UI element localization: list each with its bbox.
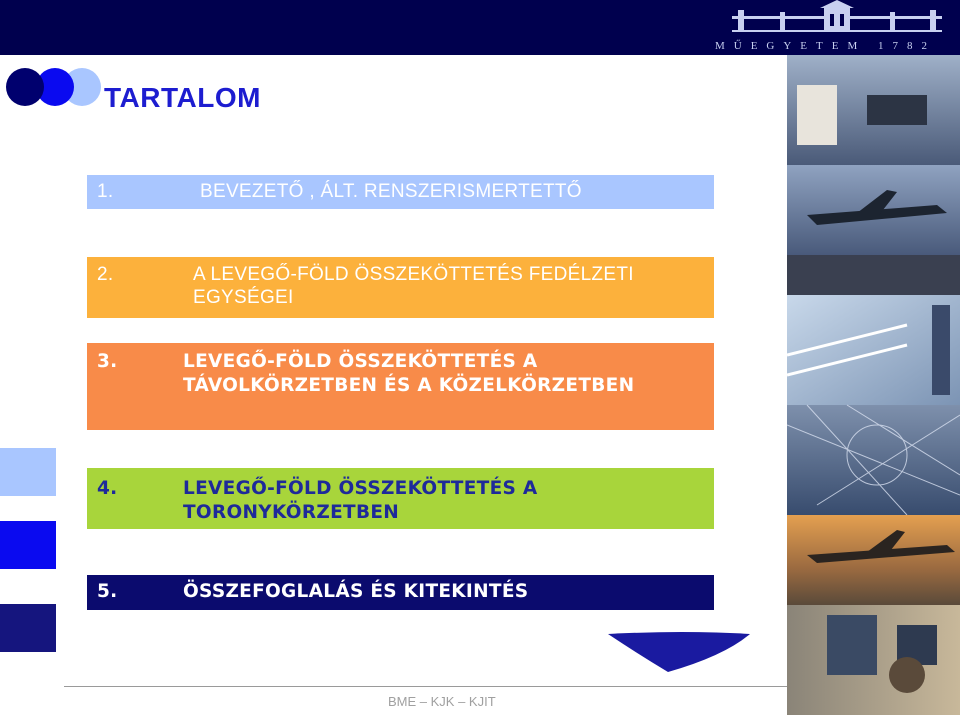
agenda-item-number: 3. <box>97 351 118 372</box>
agenda-item-text: A LEVEGŐ-FÖLD ÖSSZEKÖTTETÉS FEDÉLZETI EGYSÉGEI <box>193 264 634 308</box>
agenda-item-4 <box>87 468 714 529</box>
agenda-item-number: 4. <box>97 478 118 499</box>
agenda-item-5 <box>87 575 714 610</box>
decorative-square <box>0 604 56 652</box>
footer-divider <box>64 686 787 687</box>
aviation-photo-collage <box>787 55 960 715</box>
decorative-square <box>0 521 56 569</box>
agenda-item-text: LEVEGŐ-FÖLD ÖSSZEKÖTTETÉS A TORONYKÖRZETBEN <box>183 478 538 523</box>
decorative-square <box>0 448 56 496</box>
swoosh-shape <box>604 626 754 676</box>
slide-title: TARTALOM <box>104 82 261 113</box>
agenda-item-2 <box>87 257 714 318</box>
agenda-item-text: ÖSSZEFOGLALÁS ÉS KITEKINTÉS <box>183 581 529 602</box>
footer-text: BME – KJK – KJIT <box>388 694 496 709</box>
logo-text: MŰEGYETEM 1782 <box>714 40 936 52</box>
agenda-item-text: BEVEZETŐ , ÁLT. RENSZERISMERTETTŐ <box>200 181 582 202</box>
agenda-item-1 <box>87 175 714 209</box>
decorative-circles-icon <box>0 62 110 112</box>
agenda-item-text: LEVEGŐ-FÖLD ÖSSZEKÖTTETÉS A TÁVOLKÖRZETBEN ÉS A KÖZELKÖRZETBEN <box>183 351 635 396</box>
agenda-item-number: 2. <box>97 264 114 285</box>
agenda-item-number: 1. <box>97 181 114 202</box>
agenda-item-3 <box>87 343 714 430</box>
agenda-item-number: 5. <box>97 581 118 602</box>
top-header-bar <box>0 0 960 55</box>
